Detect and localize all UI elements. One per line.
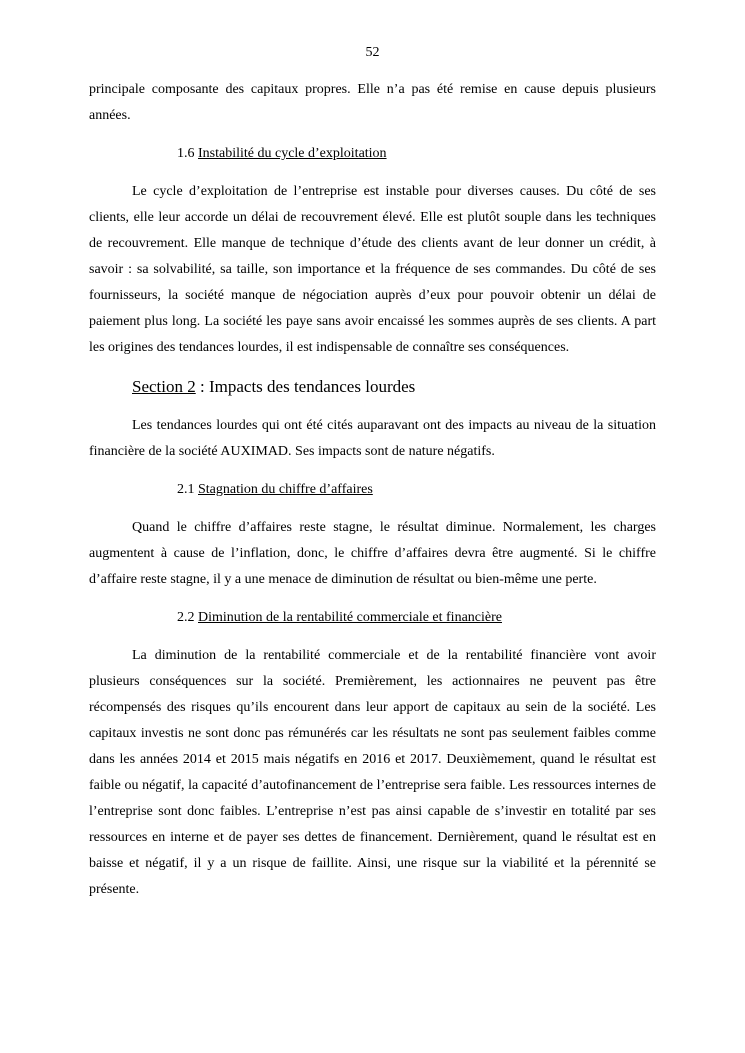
- subheading-1-6: [89, 141, 656, 167]
- page-number: 52: [365, 45, 380, 60]
- subheading-1-6-title: Instabilité du cycle d’exploitation: [198, 146, 387, 161]
- paragraph-section-2-intro: Les tendances lourdes qui ont été cités auparavant ont des impacts au niveau de la situation financière de la société AUXIMAD. Ses impacts sont de nature négatifs.: [89, 418, 656, 459]
- subheading-2-1-title: Stagnation du chiffre d’affaires: [198, 482, 373, 497]
- section-2-label: Section 2: [132, 377, 196, 396]
- section-2-title: : Impacts des tendances lourdes: [195, 377, 416, 396]
- subheading-2-2: [89, 605, 656, 631]
- section-2-heading: [89, 374, 656, 400]
- paragraph-stagnation: Quand le chiffre d’affaires reste stagne, le résultat diminue. Normalement, les charges augmentent à cause de l’inflation, donc, le chiffre d’affaires devra être augmenté. Si le chiffre d’affaire reste stagne, il y a une menace de diminution de résultat ou bien-même une perte.: [89, 520, 656, 587]
- subheading-2-1-number: 2.1: [177, 482, 198, 497]
- page-content: [89, 77, 656, 903]
- subheading-2-2-title: Diminution de la rentabilité commerciale et financière: [198, 610, 502, 625]
- paragraph-cycle-exploitation: Le cycle d’exploitation de l’entreprise est instable pour diverses causes. Du côté de ses clients, elle leur accorde un délai de recouvrement élevé. Elle est plutôt souple dans les techniques de recouvrement. Elle manque de technique d’étude des clients avant de leur donner un crédit, à savoir : sa solvabilité, sa taille, son importance et la fréquence de ses commandes. Du côté de ses fournisseurs, la société manque de négociation auprès d’eux pour pouvoir obtenir un délai de paiement plus long. La société les paye sans avoir encaissé les sommes auprès de ses clients. A part les origines des tendances lourdes, il est indispensable de connaître ses conséquences.: [89, 184, 656, 355]
- subheading-2-1: [89, 477, 656, 503]
- subheading-1-6-number: 1.6: [177, 146, 198, 161]
- subheading-2-2-number: 2.2: [177, 610, 198, 625]
- paragraph-intro: principale composante des capitaux propres. Elle n’a pas été remise en cause depuis plusieurs années.: [89, 82, 656, 123]
- paragraph-rentabilite: La diminution de la rentabilité commerciale et de la rentabilité financière vont avoir plusieurs conséquences sur la société. Premièrement, les actionnaires ne peuvent pas être récompensés des risques qu’ils encourent dans leur apport de capitaux au sein de la société. Les capitaux investis ne sont donc pas rémunérés car les résultats ne sont pas seulement faibles comme dans les années 2014 et 2015 mais négatifs en 2016 et 2017. Deuxièmement, quand le résultat est faible ou négatif, la capacité d’autofinancement de l’entreprise sera faible. Les ressources internes de l’entreprise sont donc faibles. L’entreprise n’est pas ainsi capable de s’investir en totalité par ses ressources en interne et de payer ses dettes de financement. Dernièrement, quand le résultat est en baisse et négatif, il y a un risque de faillite. Ainsi, une risque sur la viabilité et la pérennité se présente.: [89, 648, 656, 897]
